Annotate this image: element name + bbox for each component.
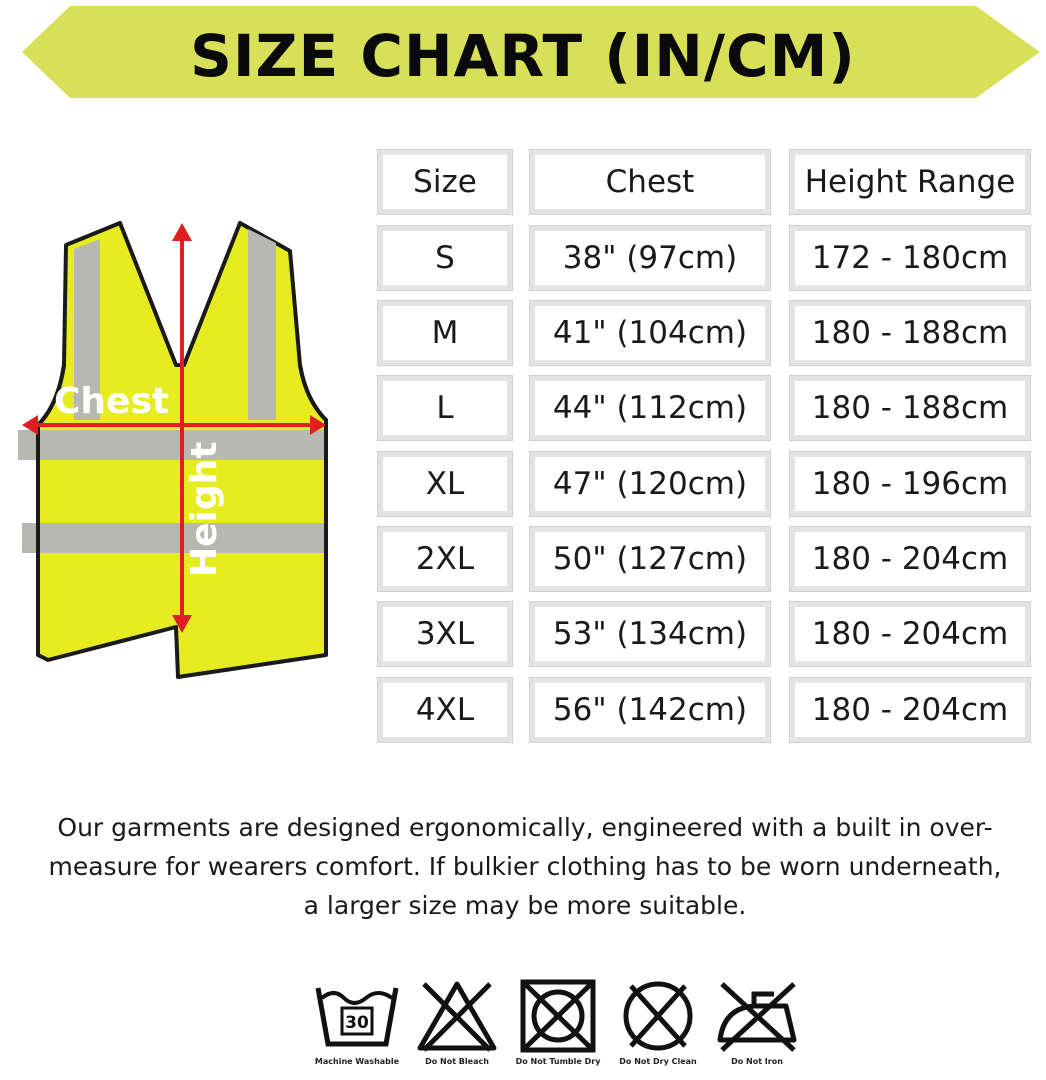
do-not-iron-icon — [714, 978, 800, 1054]
note-line: measure for wearers comfort. If bulkier clothing has to be worn underneath, — [48, 852, 1002, 881]
fit-note — [20, 808, 1030, 925]
table-cell-chest: 38" (97cm) — [530, 226, 770, 290]
do-not-bleach-icon — [414, 978, 500, 1054]
header-height-range: Height Range — [790, 150, 1030, 214]
header-chest: Chest — [530, 150, 770, 214]
table-cell-size: S — [378, 226, 512, 290]
header-size: Size — [378, 150, 512, 214]
care-label: Do Not Dry Clean — [619, 1057, 697, 1066]
care-label: Do Not Tumble Dry — [515, 1057, 601, 1066]
height-label: Height — [184, 441, 225, 577]
do-not-tumble-dry-icon — [515, 978, 601, 1054]
table-cell-size: M — [378, 301, 512, 365]
care-do-not-dry-clean — [614, 978, 702, 1078]
table-cell-height: 180 - 204cm — [790, 678, 1030, 742]
table-cell-chest: 41" (104cm) — [530, 301, 770, 365]
table-cell-height: 180 - 204cm — [790, 527, 1030, 591]
page-title: SIZE CHART (IN/CM) — [190, 22, 856, 90]
note-line: a larger size may be more suitable. — [303, 891, 747, 920]
note-line: Our garments are designed ergonomically, engineered with a built in over- — [57, 813, 993, 842]
table-cell-size: 2XL — [378, 527, 512, 591]
table-cell-height: 180 - 196cm — [790, 452, 1030, 516]
table-cell-height: 180 - 204cm — [790, 602, 1030, 666]
table-cell-chest: 47" (120cm) — [530, 452, 770, 516]
table-cell-size: XL — [378, 452, 512, 516]
chest-label: Chest — [54, 381, 170, 422]
table-cell-size: L — [378, 376, 512, 440]
care-label: Do Not Iron — [731, 1057, 783, 1066]
table-cell-height: 172 - 180cm — [790, 226, 1030, 290]
table-cell-size: 3XL — [378, 602, 512, 666]
care-label: Do Not Bleach — [425, 1057, 489, 1066]
do-not-dry-clean-icon — [615, 978, 701, 1054]
machine-wash-icon — [314, 978, 400, 1054]
table-cell-chest: 53" (134cm) — [530, 602, 770, 666]
care-label: Machine Washable — [314, 1057, 400, 1066]
table-cell-chest: 56" (142cm) — [530, 678, 770, 742]
table-cell-size: 4XL — [378, 678, 512, 742]
care-do-not-iron — [713, 978, 801, 1078]
table-cell-chest: 44" (112cm) — [530, 376, 770, 440]
table-cell-height: 180 - 188cm — [790, 376, 1030, 440]
table-cell-chest: 50" (127cm) — [530, 527, 770, 591]
vest-illustration — [8, 215, 338, 685]
care-do-not-tumble-dry — [514, 978, 602, 1078]
table-cell-height: 180 - 188cm — [790, 301, 1030, 365]
care-machine-wash — [313, 978, 401, 1078]
care-do-not-bleach — [413, 978, 501, 1078]
wash-temperature: 30 — [345, 1013, 369, 1033]
